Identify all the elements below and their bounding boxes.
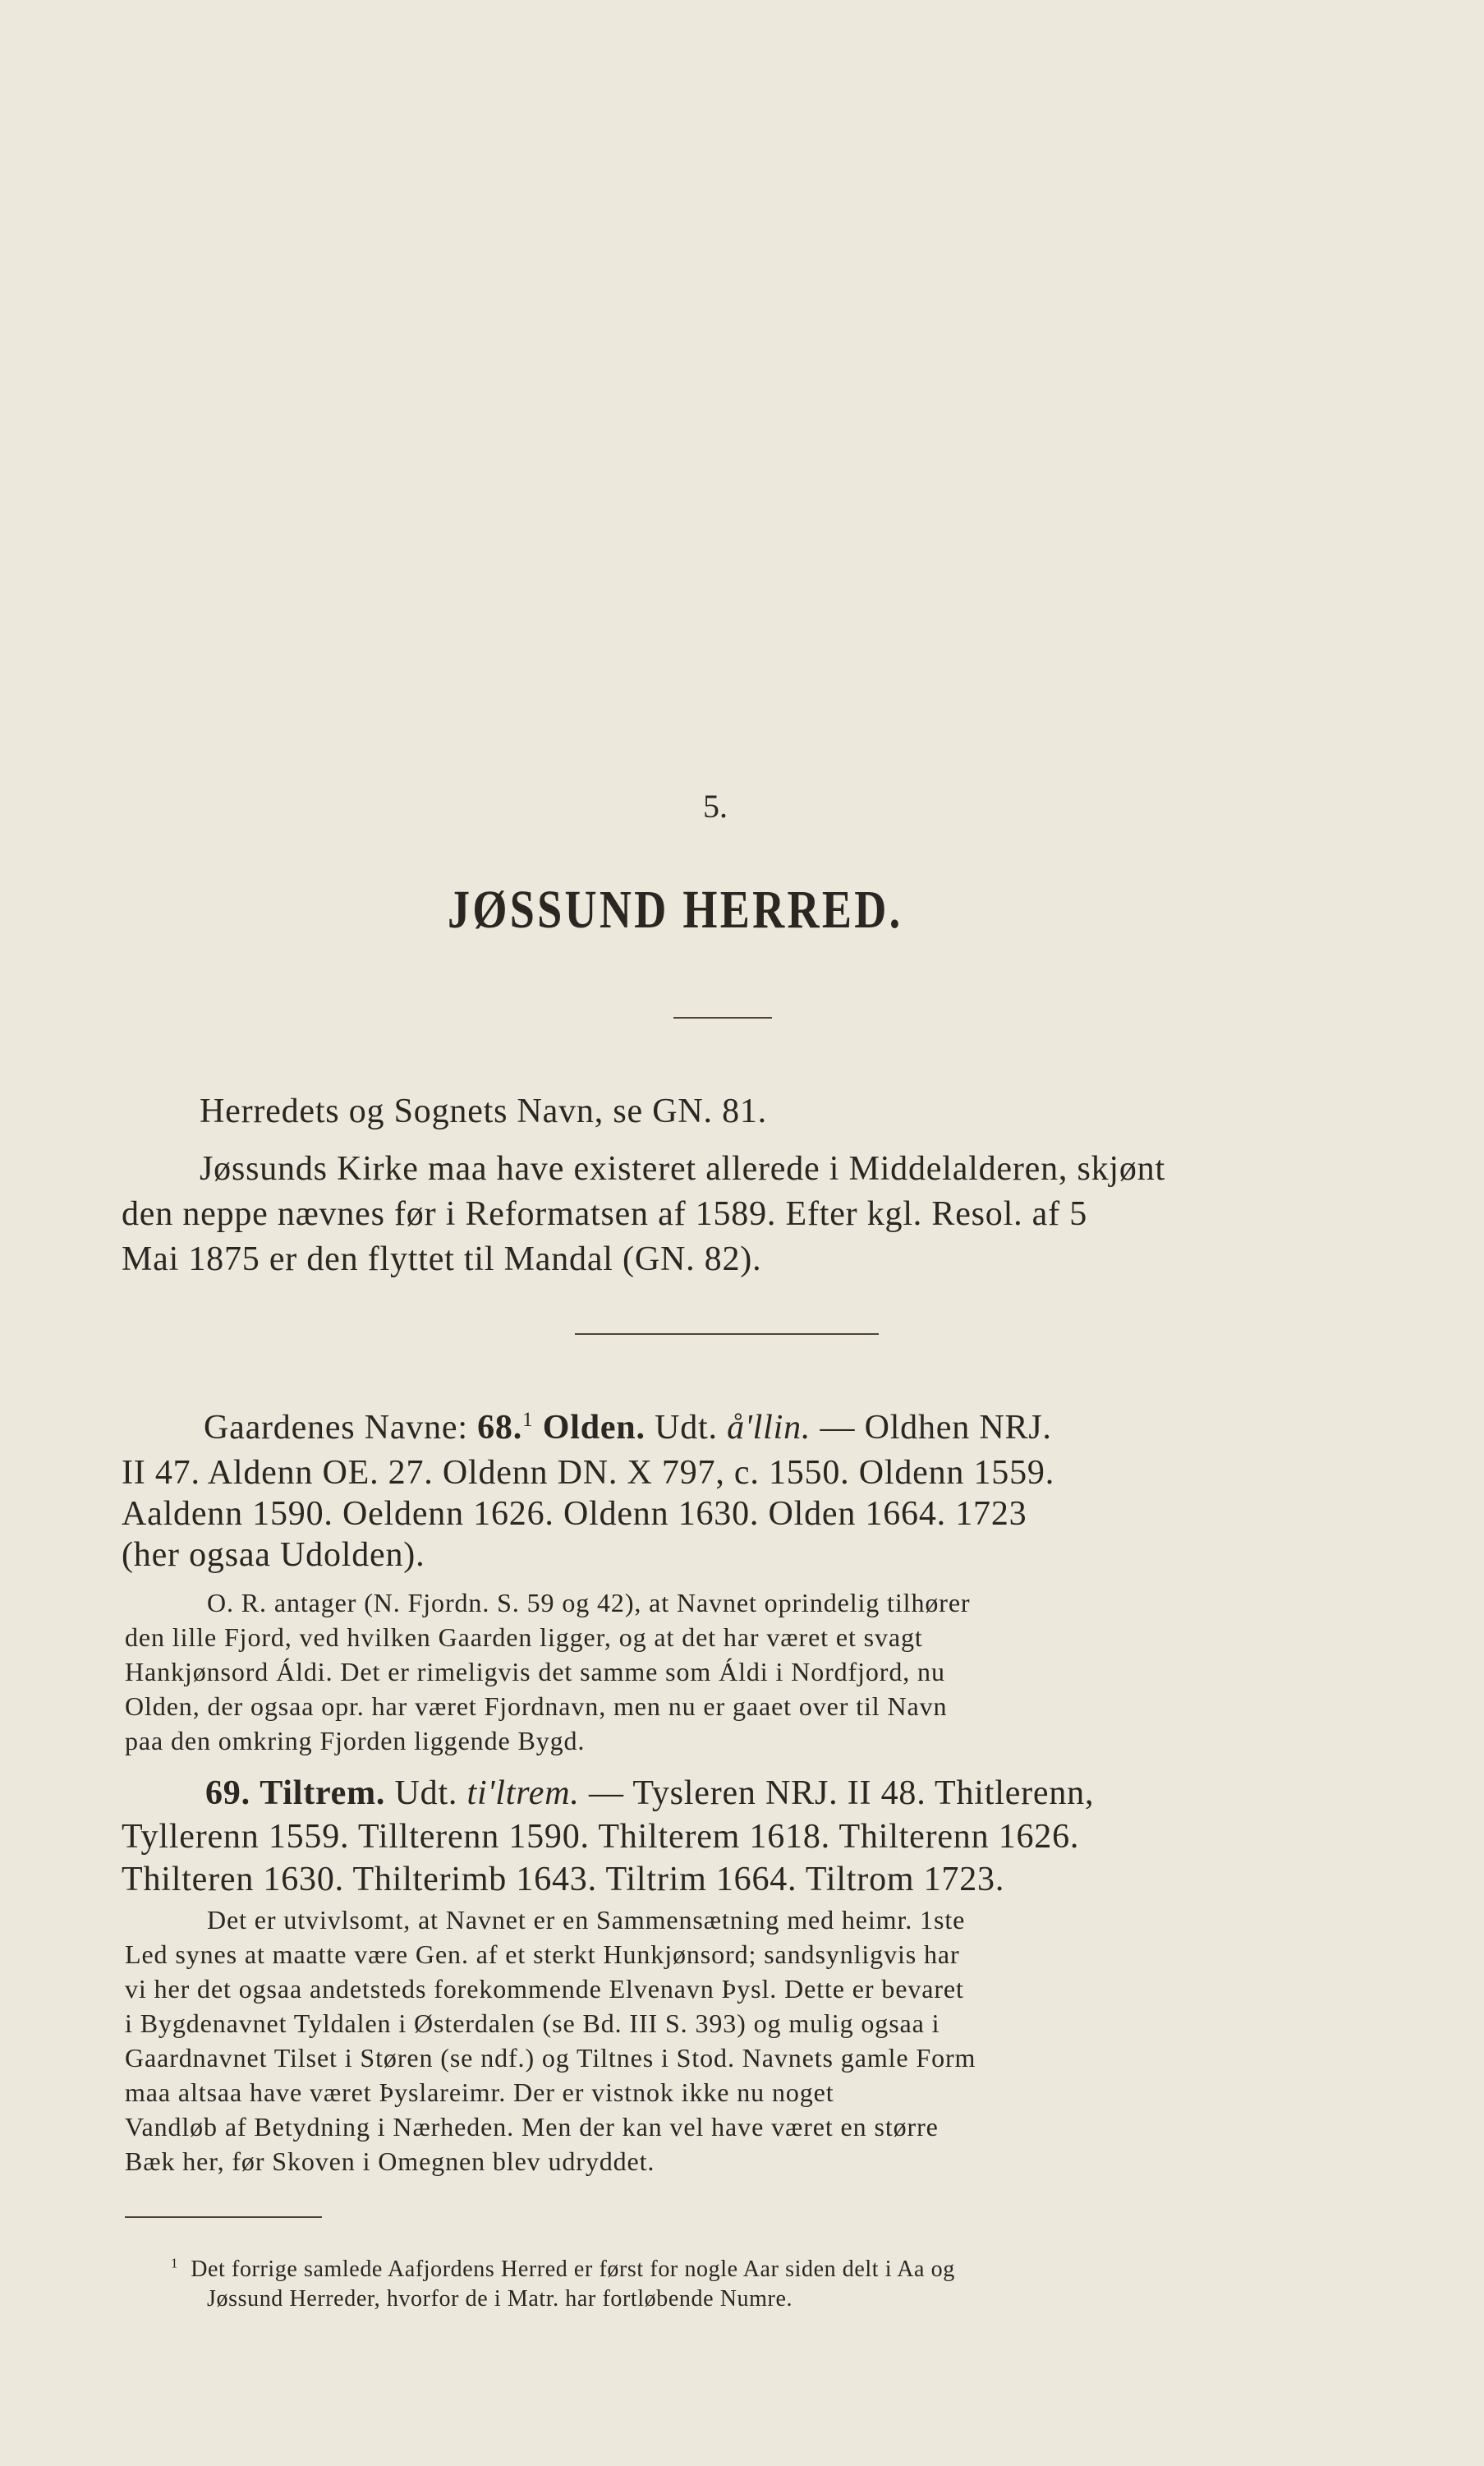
entry-69-note-line: maa altsaa have været Þyslareimr. Der er vistnok ikke nu noget — [125, 2077, 834, 2107]
footnote-marker: 1 — [522, 1409, 534, 1431]
entry-68-note-line: den lille Fjord, ved hvilken Gaarden ligger, og at det har været et svagt — [125, 1622, 923, 1652]
footnote-rule — [125, 2216, 322, 2218]
entry-69-note-line: Gaardnavnet Tilset i Støren (se ndf.) og Tiltnes i Stod. Navnets gamle Form — [125, 2043, 976, 2073]
footnote-text: Det forrige samlede Aafjordens Herred er først for nogle Aar siden delt i Aa og — [191, 2257, 955, 2282]
entry-69-number: 69. — [205, 1774, 250, 1812]
church-line: den neppe nævnes før i Reformatsen af 1589. Efter kgl. Resol. af 5 — [122, 1195, 1087, 1233]
entry-68-heading — [204, 1405, 1052, 1452]
entry-69-note-line: i Bygdenavnet Tyldalen i Østerdalen (se Bd. III S. 393) og mulig ogsaa i — [125, 2008, 940, 2038]
entry-68-line: (her ogsaa Udolden). — [122, 1536, 425, 1574]
footnote-line — [171, 2256, 955, 2284]
entry-69-line: Thilteren 1630. Thilterimb 1643. Tiltrim 1664. Tiltrom 1723. — [122, 1861, 1005, 1898]
entry-68-line1-rest: — Oldhen NRJ. — [820, 1409, 1052, 1447]
church-line: Jøssunds Kirke maa have existeret allerede i Middelalderen, skjønt — [200, 1150, 1165, 1188]
para-names-line: Herredets og Sognets Navn, se GN. 81. — [200, 1093, 767, 1130]
udt-label: Udt. — [394, 1774, 458, 1812]
entry-68-line: Aaldenn 1590. Oeldenn 1626. Oldenn 1630. Olden 1664. 1723 — [122, 1495, 1027, 1533]
footnote-mark: 1 — [171, 2255, 178, 2271]
entry-68-name: Olden. — [542, 1409, 646, 1447]
section-rule — [575, 1333, 879, 1335]
entry-68-number: 68. — [477, 1409, 523, 1447]
entry-68-note-line: paa den omkring Fjorden liggende Bygd. — [125, 1726, 586, 1755]
entry-69-name: Tiltrem. — [260, 1774, 386, 1812]
entry-69-note-line: vi her det ogsaa andetsteds forekommende Elvenavn Þysl. Dette er bevaret — [125, 1974, 964, 2004]
entry-69-note-line: Bæk her, før Skoven i Omegnen blev udryddet. — [125, 2146, 655, 2176]
chapter-number: 5. — [703, 788, 728, 825]
entry-68-note-line: Olden, der ogsaa opr. har været Fjordnavn, men nu er gaaet over til Navn — [125, 1691, 948, 1721]
entry-69-heading — [205, 1770, 1094, 1817]
entry-68-line: II 47. Aldenn OE. 27. Oldenn DN. X 797, c. 1550. Oldenn 1559. — [122, 1454, 1055, 1492]
entry-69-note-line: Det er utvivlsomt, at Navnet er en Sammensætning med heimr. 1ste — [207, 1905, 966, 1935]
entry-68-note-line: Hankjønsord Áldi. Det er rimeligvis det samme som Áldi i Nordfjord, nu — [125, 1657, 945, 1686]
entry-69-line1-rest: — Tysleren NRJ. II 48. Thitlerenn, — [588, 1774, 1095, 1812]
entry-68-lead: Gaardenes Navne: — [204, 1409, 478, 1447]
entry-69-line: Tyllerenn 1559. Tillterenn 1590. Thilterem 1618. Thilterenn 1626. — [122, 1818, 1080, 1856]
title-rule — [673, 1017, 772, 1019]
entry-69-note-line: Led synes at maatte være Gen. af et sterkt Hunkjønsord; sandsynligvis har — [125, 1939, 960, 1969]
footnote-line: Jøssund Herreder, hvorfor de i Matr. har fortløbende Numre. — [207, 2286, 793, 2312]
church-line: Mai 1875 er den flyttet til Mandal (GN. 82). — [122, 1240, 762, 1278]
chapter-title: JØSSUND HERRED. — [448, 880, 903, 940]
entry-68-note-line: O. R. antager (N. Fjordn. S. 59 og 42), at Navnet oprindelig tilhører — [207, 1588, 971, 1617]
udt-label: Udt. — [655, 1409, 718, 1447]
pronunciation: å'llin. — [727, 1409, 811, 1447]
entry-69-note-line: Vandløb af Betydning i Nærheden. Men der kan vel have været en større — [125, 2112, 939, 2142]
pronunciation: ti'ltrem. — [466, 1774, 580, 1812]
